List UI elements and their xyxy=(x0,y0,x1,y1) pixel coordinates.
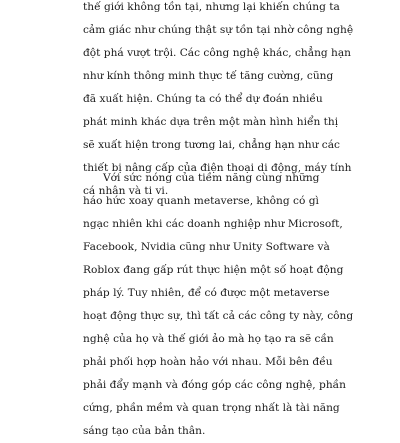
paragraph-line: thiết bị nâng cấp của điện thoại di động, máy tính xyxy=(83,162,352,174)
paragraph-line: đã xuất hiện. Chúng ta có thể dự đoán nhiều xyxy=(83,93,323,105)
paragraph-line: sáng tạo của bản thân. xyxy=(83,425,206,437)
paragraph-line: hoạt động thực sự, thì tất cả các công ty này, công xyxy=(83,310,354,322)
paragraph-line: cảm giác như chúng thật sự tồn tại nhờ công nghệ xyxy=(83,24,354,36)
paragraph-line: cứng, phần mềm và quan trọng nhất là tài năng xyxy=(83,402,340,414)
paragraph-line: pháp lý. Tuy nhiên, để có được một metaverse xyxy=(83,287,330,299)
paragraph-line: đột phá vượt trội. Các công nghệ khác, chẳng hạn xyxy=(83,47,352,59)
paragraph-line: háo hức xoay quanh metaverse, không có gì xyxy=(83,195,319,207)
paragraph-line: Facebook, Nvidia cũng như Unity Software và xyxy=(83,241,330,253)
paragraph-line: ngạc nhiên khi các doanh nghiệp như Microsoft, xyxy=(83,218,343,230)
paragraph-line: Với sức nóng của tiềm năng cùng những xyxy=(103,172,320,184)
paragraph-2 xyxy=(83,167,354,443)
paragraph-line: sẽ xuất hiện trong tương lai, chẳng hạn như các xyxy=(83,139,340,151)
paragraph-line: cá nhân và ti vi. xyxy=(83,185,169,197)
paragraph-line: phát minh khác dựa trên một màn hình hiển thị xyxy=(83,116,339,128)
paragraph-line: thế giới không tồn tại, nhưng lại khiến chúng ta xyxy=(83,1,340,13)
paragraph-line: như kính thông minh thực tế tăng cường, cũng xyxy=(83,70,334,82)
paragraph-line: Roblox đang gấp rút thực hiện một số hoạt động xyxy=(83,264,344,276)
paragraph-line: phải đẩy mạnh và đóng góp các công nghệ, phần xyxy=(83,379,346,391)
paragraph-line: phải phối hợp hoàn hảo với nhau. Mỗi bên đều xyxy=(83,356,333,368)
paragraph-line: nghệ của họ và thế giới ảo mà họ tạo ra sẽ cần xyxy=(83,333,334,345)
